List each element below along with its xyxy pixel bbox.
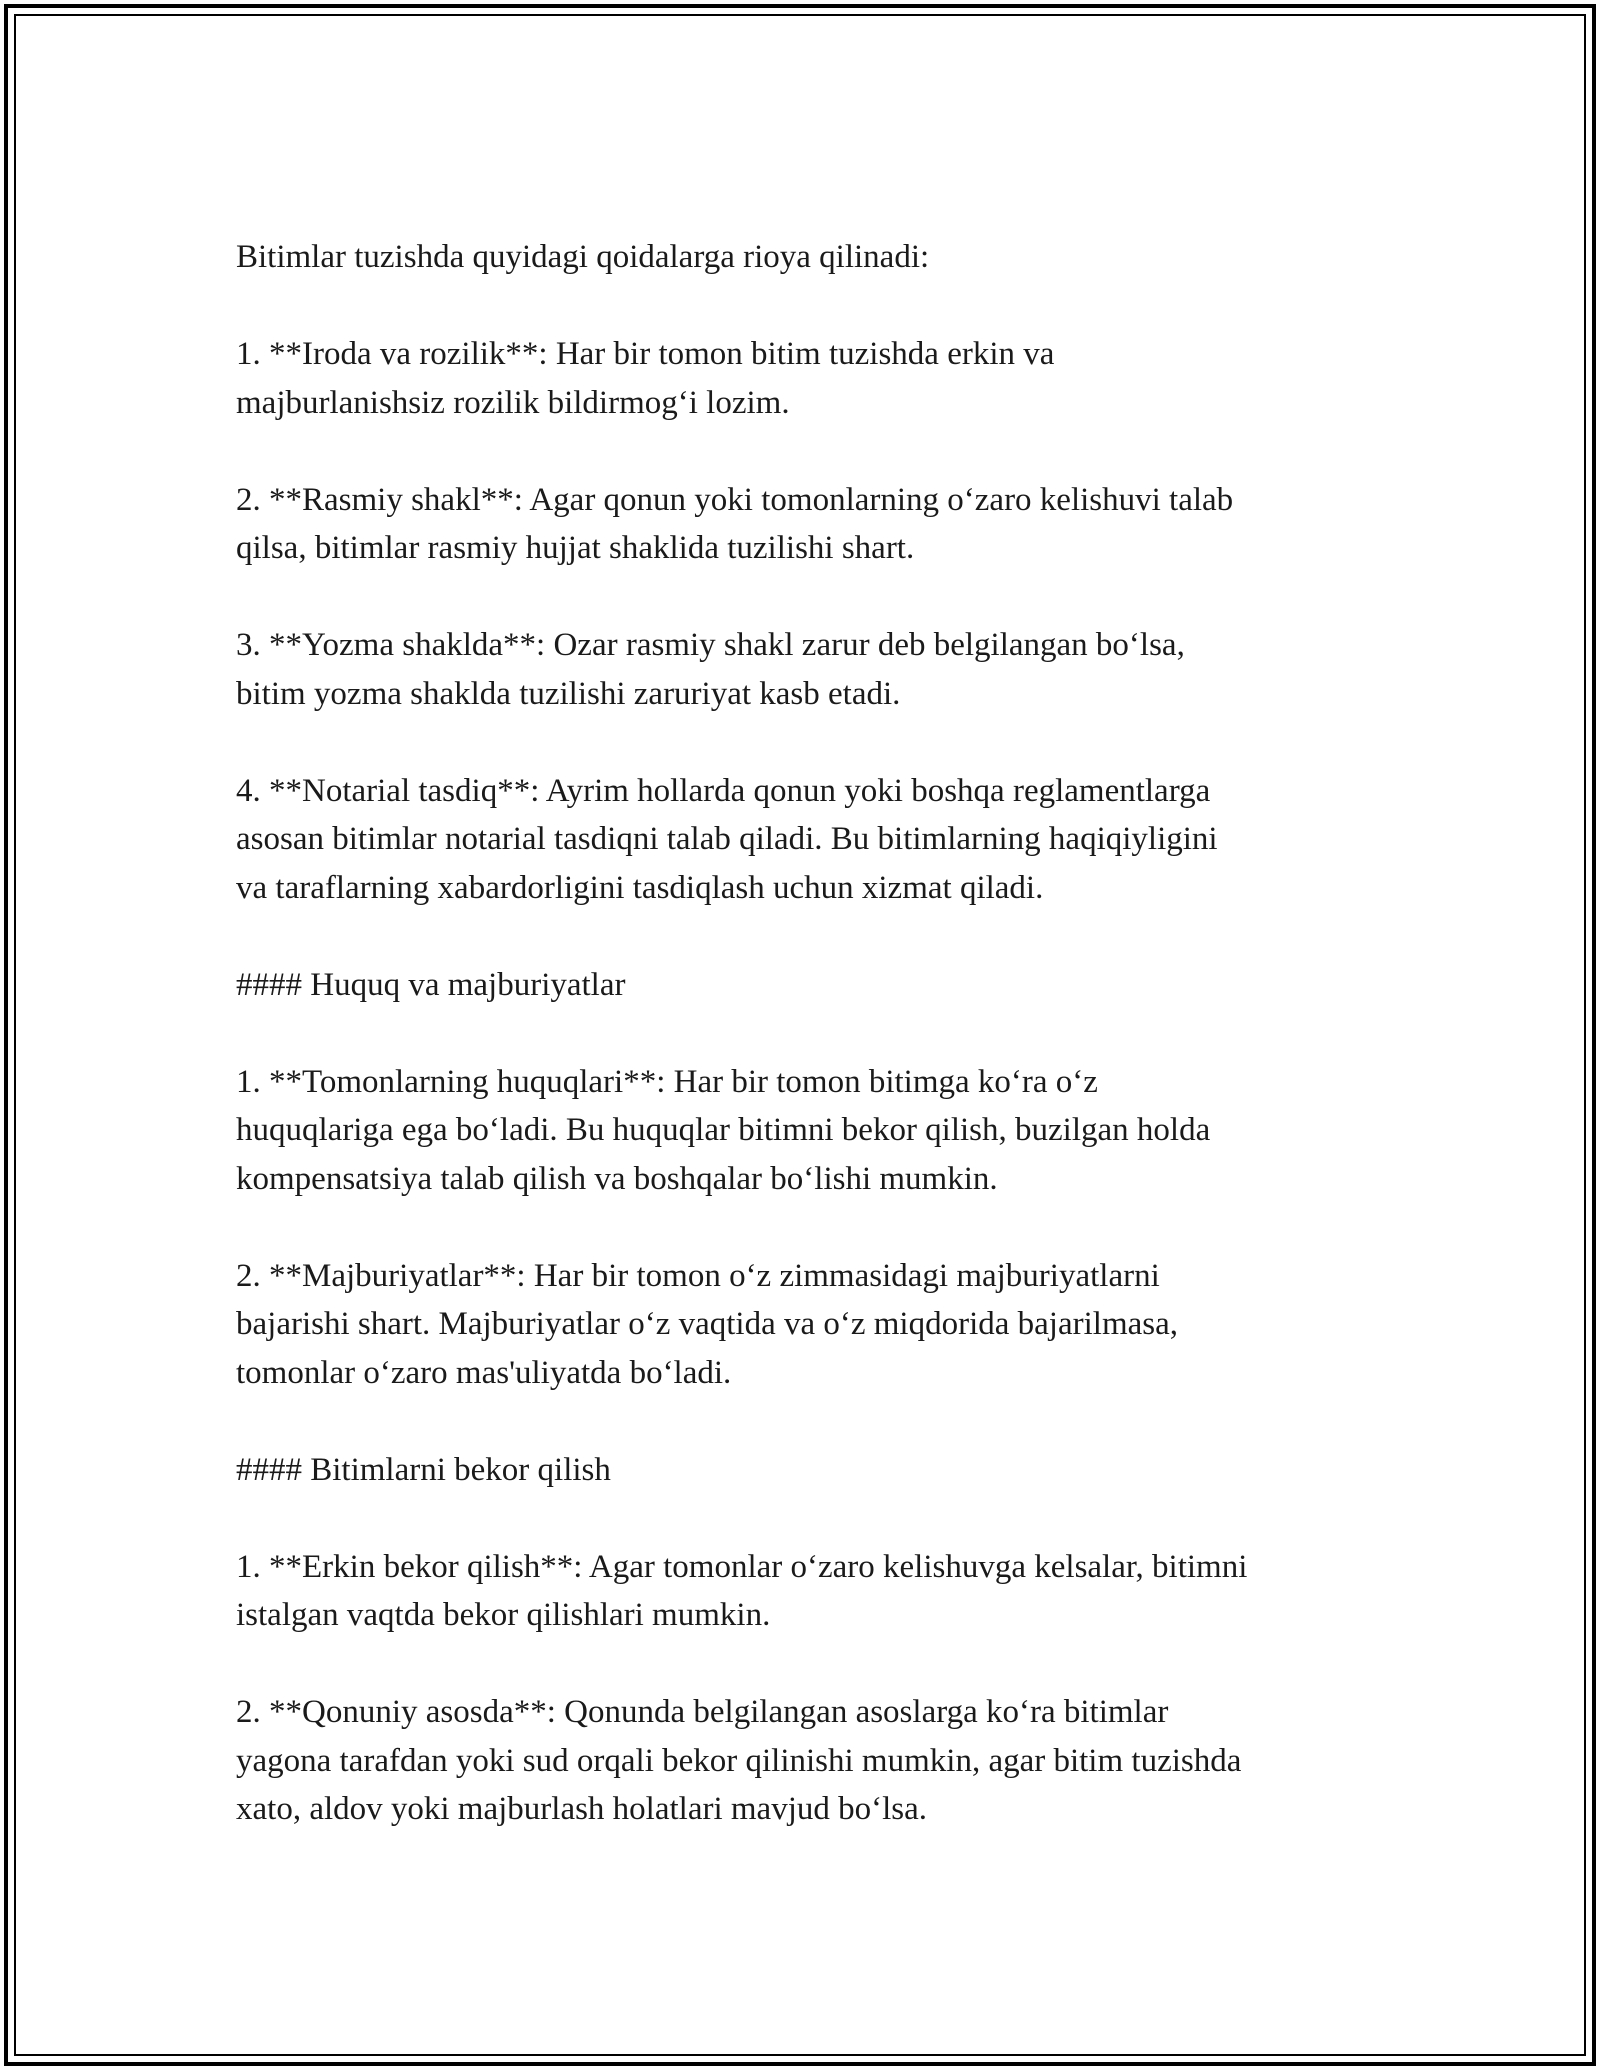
list-item-yozma-shaklda — [236, 621, 1376, 718]
section-heading-huquq — [236, 961, 1376, 1010]
list-item-majburiyatlar — [236, 1252, 1376, 1398]
text-line: va taraflarning xabardorligini tasdiqlash uchun xizmat qiladi. — [236, 869, 1044, 906]
text-line: huquqlariga ega bo‘ladi. Bu huquqlar bitimni bekor qilish, buzilgan holda — [236, 1112, 1211, 1148]
list-item-iroda — [236, 330, 1376, 427]
text-line: tomonlar o‘zaro mas'uliyatda bo‘ladi. — [236, 1354, 732, 1391]
text-line: bajarishi shart. Majburiyatlar o‘z vaqtida va o‘z miqdorida bajarilmasa, — [236, 1306, 1178, 1342]
list-item-erkin-bekor-qilish — [236, 1543, 1376, 1640]
text-line: Bitimlar tuzishda quyidagi qoidalarga rioya qilinadi: — [236, 239, 930, 275]
text-line: 1. **Erkin bekor qilish**: Agar tomonlar o‘zaro kelishuvga kelsalar, bitimni — [236, 1548, 1248, 1585]
text-line: #### Bitimlarni bekor qilish — [236, 1451, 611, 1488]
intro-paragraph — [236, 233, 1376, 282]
text-line: yagona tarafdan yoki sud orqali bekor qilinishi mumkin, agar bitim tuzishda — [236, 1742, 1242, 1779]
text-line: 2. **Qonuniy asosda**: Qonunda belgilangan asoslarga ko‘ra bitimlar — [236, 1694, 1169, 1730]
text-line: bitim yozma shaklda tuzilishi zaruriyat kasb etadi. — [236, 675, 901, 712]
text-line: 2. **Majburiyatlar**: Har bir tomon o‘z zimmasidagi majburiyatlarni — [236, 1257, 1160, 1294]
text-line: xato, aldov yoki majburlash holatlari mavjud bo‘lsa. — [236, 1791, 928, 1827]
document-body — [236, 233, 1376, 1834]
text-line: qilsa, bitimlar rasmiy hujjat shaklida tuzilishi shart. — [236, 530, 915, 566]
text-line: 4. **Notarial tasdiq**: Ayrim hollarda qonun yoki boshqa reglamentlarga — [236, 772, 1211, 809]
list-item-rasmiy-shakl — [236, 476, 1376, 573]
text-line: #### Huquq va majburiyatlar — [236, 966, 626, 1003]
text-line: istalgan vaqtda bekor qilishlari mumkin. — [236, 1597, 771, 1633]
section-heading-bekor-qilish — [236, 1446, 1376, 1495]
text-line: kompensatsiya talab qilish va boshqalar bo‘lishi mumkin. — [236, 1160, 998, 1197]
text-line: 1. **Tomonlarning huquqlari**: Har bir tomon bitimga ko‘ra o‘z — [236, 1063, 1098, 1100]
list-item-tomonlarning-huquqlari — [236, 1058, 1376, 1204]
text-line: majburlanishsiz rozilik bildirmog‘i lozim. — [236, 384, 790, 421]
list-item-qonuniy-asosda — [236, 1688, 1376, 1834]
text-line: 1. **Iroda va rozilik**: Har bir tomon bitim tuzishda erkin va — [236, 336, 1055, 372]
text-line: 3. **Yozma shaklda**: Ozar rasmiy shakl zarur deb belgilangan bo‘lsa, — [236, 627, 1185, 663]
text-line: asosan bitimlar notarial tasdiqni talab qiladi. Bu bitimlarning haqiqiyligini — [236, 821, 1218, 857]
text-line: 2. **Rasmiy shakl**: Agar qonun yoki tomonlarning o‘zaro kelishuvi talab — [236, 481, 1234, 518]
list-item-notarial-tasdiq — [236, 767, 1376, 913]
